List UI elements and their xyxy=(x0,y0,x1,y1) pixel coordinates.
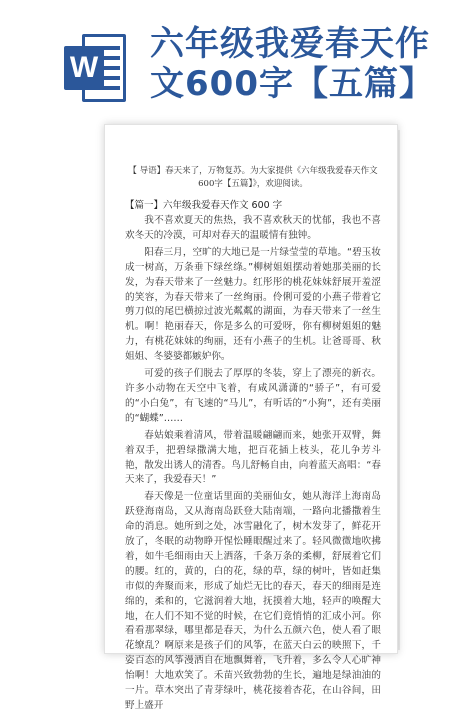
word-icon-badge: W xyxy=(64,46,104,90)
paragraph: 我不喜欢夏天的焦热，我不喜欢秋天的忧郁，我也不喜欢冬天的冷漠，可却对春天的温暖情有独钟。 xyxy=(125,215,381,241)
paragraph: 可爱的孩子们脱去了厚厚的冬装，穿上了漂亮的新衣。许多小动物在天空中飞着，有咸风潇潇的“骄子”，有可爱的“小白兔”，有飞速的“马儿”，有听话的“小狗”，还有美丽的“蝴蝶”…… xyxy=(125,368,381,424)
document-intro: 【 导语】春天来了，万物复苏。为大家提供《六年级我爱春天作文600字【五篇】》，欢迎阅读。 xyxy=(128,166,378,189)
paragraph: 春姑娘乘着清风，带着温暖翩翩而来，她张开双臂，舞着双手，把碧绿撒满大地，把百花插上枝头，花儿争芳斗艳，散发出诱人的清香。鸟儿舒畅自由，向着蓝天高唱：“春天来了，我爱春天！” xyxy=(125,429,381,486)
paragraph: 阳春三月，空旷的大地已是一片绿莹莹的草地。“碧玉妆成一树高，万条垂下绿丝绦。”柳树姐姐摆动着她那美丽的长发，为春天带来了一丝魅力。红彤彤的桃花妹妹舒展开羞涩的笑容，为春天带来了一丝绚丽。伶俐可爱的小燕子带着它剪刀似的尾巴横掠过波光粼粼的湖面，为春天带来了一丝生机。啊！艳丽春天，你是多么的可爱呀，你有柳树姐姐的魅力，有桃花妹妹的绚丽，还有小燕子的生机。让爸哥哥、秋姐姐、冬婆婆都嫉妒你。 xyxy=(125,246,381,363)
document-title: 六年级我爱春天作文600字【五篇】 xyxy=(150,24,434,104)
word-document-icon xyxy=(64,34,126,102)
section-title: 【篇一】六年级我爱春天作文 600 字 xyxy=(125,200,283,211)
header-banner xyxy=(0,0,474,110)
document-page xyxy=(104,124,398,711)
paragraph: 春天像是一位童话里面的美丽仙女，她从海洋上海南岛跃登海南岛，又从海南岛跃登大陆南端，一路向北播撒着生命的消息。她所到之处，冰雪融化了，树木发芽了，鲜花开放了，冬眠的动物睁开惺忪睡眼醒过来了。轻风微微地吹拂着，如牛毛细雨由天上洒落，千条万条的柔柳，舒展着它们的腰。红的，黄的，白的花，绿的草，绿的树叶，皆如赶集市似的奔聚而来，形成了灿烂无比的春天，春天的细雨是连绵的，柔和的，它滋润着大地，抚摸着大地，轻声的唤醒大地，在人们不知不觉的时候，在它们竟悄悄的汇成小河。你看看那翠绿，哪里都是春天，为什么五颜六色，使人看了眼花缭乱？啊原来是孩子们的风筝，在蓝天白云的映照下，千姿百态的风筝漫洒自在地飘舞着，飞升着，多么令人心旷神怡啊！大地欢笑了。禾苗兴致勃勃的生长，遍地是绿油油的一片。草木突出了青芽绿叶，桃花接着杏花，在山谷间，田野上盛开 xyxy=(125,491,381,711)
